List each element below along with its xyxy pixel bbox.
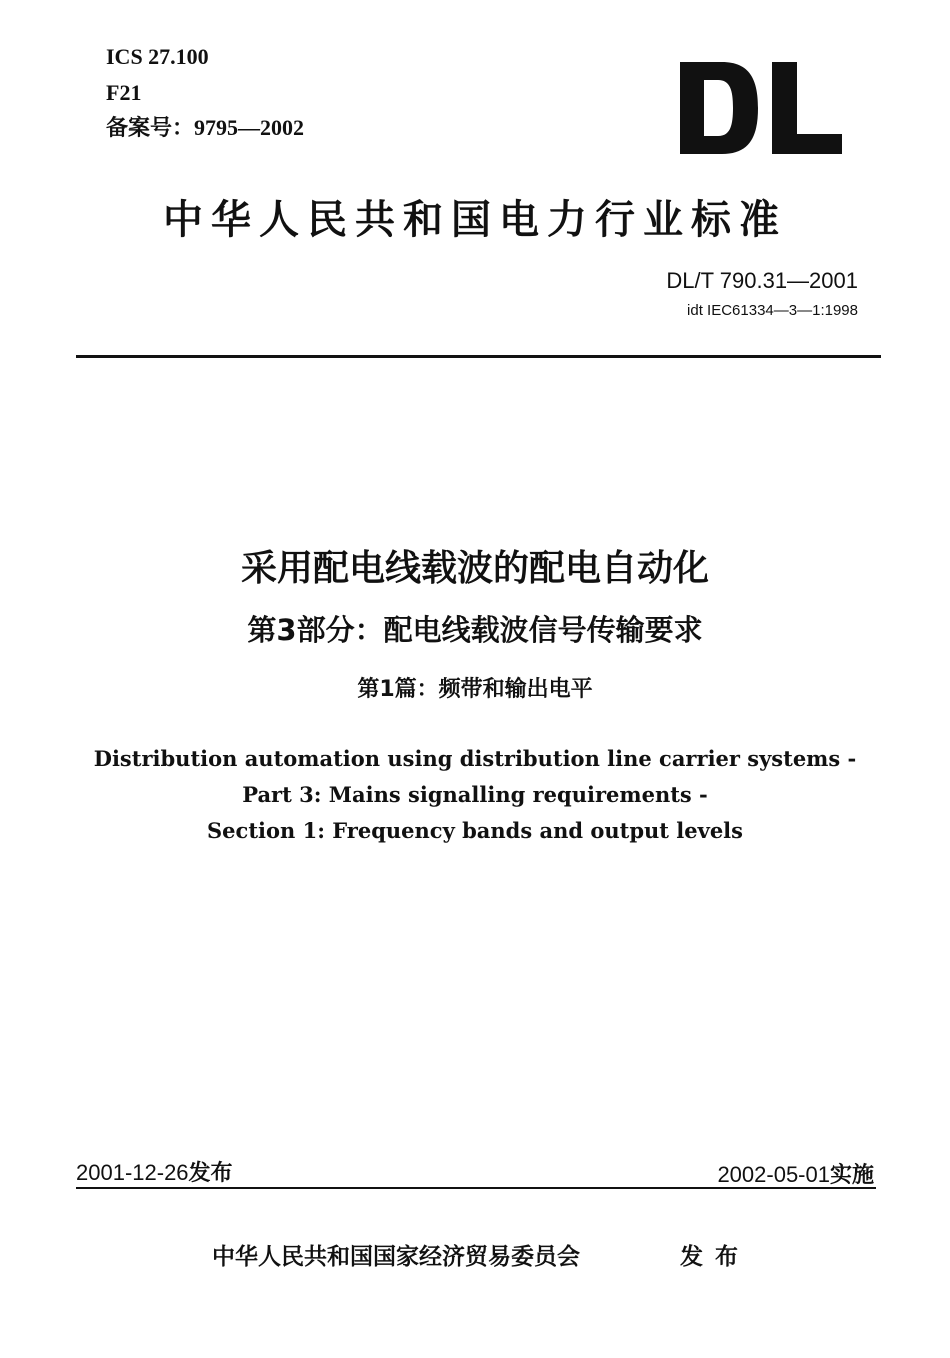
header-divider (76, 355, 881, 358)
footer-divider (76, 1187, 876, 1189)
series-title: 中华人民共和国电力行业标准 (163, 197, 787, 243)
title-en-main: Distribution automation using distribution line carrier systems - (93, 746, 857, 771)
title-zh-section: 第1篇：频带和输出电平 (357, 677, 593, 702)
record-number: 备案号：9795—2002 (106, 115, 305, 140)
ccs-code: F21 (106, 80, 142, 105)
effective-date-line (717, 1158, 874, 1189)
title-en-part: Part 3: Mains signalling requirements - (242, 782, 708, 807)
effective-label: 实施 (829, 1163, 874, 1188)
dl-logo (680, 62, 842, 154)
issue-date-line (76, 1156, 233, 1187)
publisher-name: 中华人民共和国国家经济贸易委员会 (212, 1244, 580, 1270)
ics-code: ICS 27.100 (106, 44, 209, 69)
title-zh-part: 第3部分：配电线载波信号传输要求 (247, 613, 703, 647)
standard-number: DL/T 790.31—2001 (666, 268, 858, 293)
publisher-action: 发布 (680, 1244, 750, 1270)
title-en-section: Section 1: Frequency bands and output levels (207, 818, 743, 843)
title-zh-main: 采用配电线载波的配电自动化 (240, 548, 709, 589)
standard-idt: idt IEC61334—3—1:1998 (687, 302, 858, 319)
effective-date: 2002-05-01 (717, 1162, 830, 1187)
issue-date: 2001-12-26 (76, 1160, 189, 1185)
issue-label: 发布 (188, 1161, 233, 1186)
